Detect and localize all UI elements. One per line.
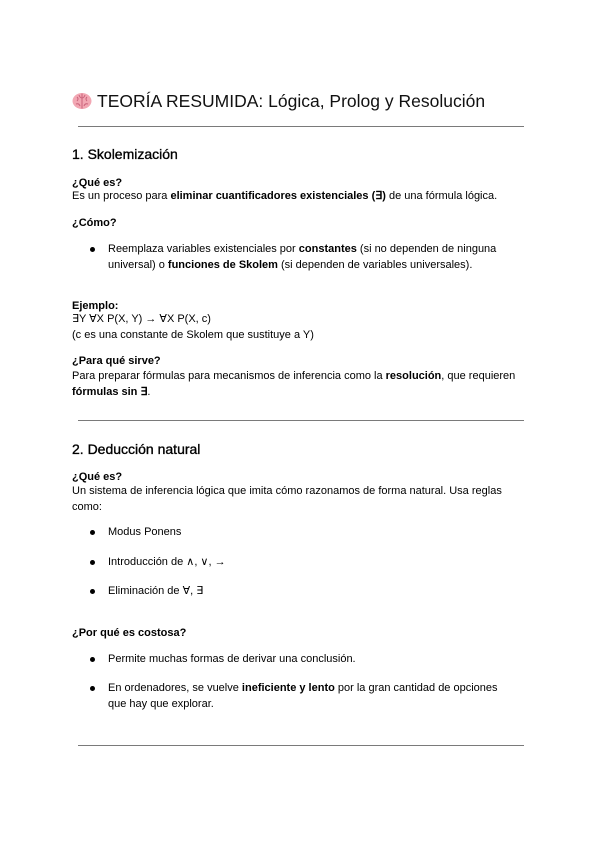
divider bbox=[78, 126, 524, 127]
question-label: ¿Por qué es costosa? bbox=[72, 627, 187, 639]
divider bbox=[78, 745, 524, 746]
list-item: Reemplaza variables existenciales por constantes (si no dependen de ninguna universal) o funciones de Skolem (si dependen de variables universales). bbox=[90, 241, 510, 273]
list-item: Modus Ponens bbox=[90, 524, 510, 540]
bullet-icon bbox=[90, 530, 95, 535]
brain-icon bbox=[72, 92, 92, 110]
paragraph: Un sistema de inferencia lógica que imita cómo razonamos de forma natural. Usa reglas como: bbox=[72, 485, 502, 513]
question-label: ¿Para qué sirve? bbox=[72, 355, 161, 367]
question-label: ¿Cómo? bbox=[72, 217, 117, 229]
page-title bbox=[72, 90, 532, 112]
question-label: ¿Qué es? bbox=[72, 471, 123, 483]
list-item: Eliminación de ∀, ∃ bbox=[90, 583, 510, 599]
paragraph: Para preparar fórmulas para mecanismos de inferencia como la resolución, que requieren fórmulas sin ∃. bbox=[72, 370, 516, 398]
section-heading: 1. Skolemización bbox=[72, 146, 178, 162]
list-item: Introducción de ∧, ∨, → bbox=[90, 554, 510, 570]
bullet-icon bbox=[90, 686, 95, 691]
example-label: Ejemplo: bbox=[72, 300, 119, 312]
list-item: En ordenadores, se vuelve ineficiente y lento por la gran cantidad de opciones que hay que explorar. bbox=[90, 680, 510, 712]
example-note: (c es una constante de Skolem que sustituye a Y) bbox=[72, 329, 314, 341]
bullet-icon bbox=[90, 657, 95, 662]
divider bbox=[78, 420, 524, 421]
section-heading: 2. Deducción natural bbox=[72, 441, 201, 457]
list-item: Permite muchas formas de derivar una conclusión. bbox=[90, 651, 510, 667]
example-formula: ∃Y ∀X P(X, Y) → ∀X P(X, c) bbox=[72, 313, 211, 325]
paragraph: Es un proceso para eliminar cuantificadores existenciales (∃) de una fórmula lógica. bbox=[72, 190, 498, 202]
bullet-icon bbox=[90, 247, 95, 252]
page-title-text: TEORÍA RESUMIDA: Lógica, Prolog y Resolución bbox=[97, 91, 486, 111]
question-label: ¿Qué es? bbox=[72, 177, 123, 189]
bullet-icon bbox=[90, 560, 95, 565]
bullet-icon bbox=[90, 589, 95, 594]
